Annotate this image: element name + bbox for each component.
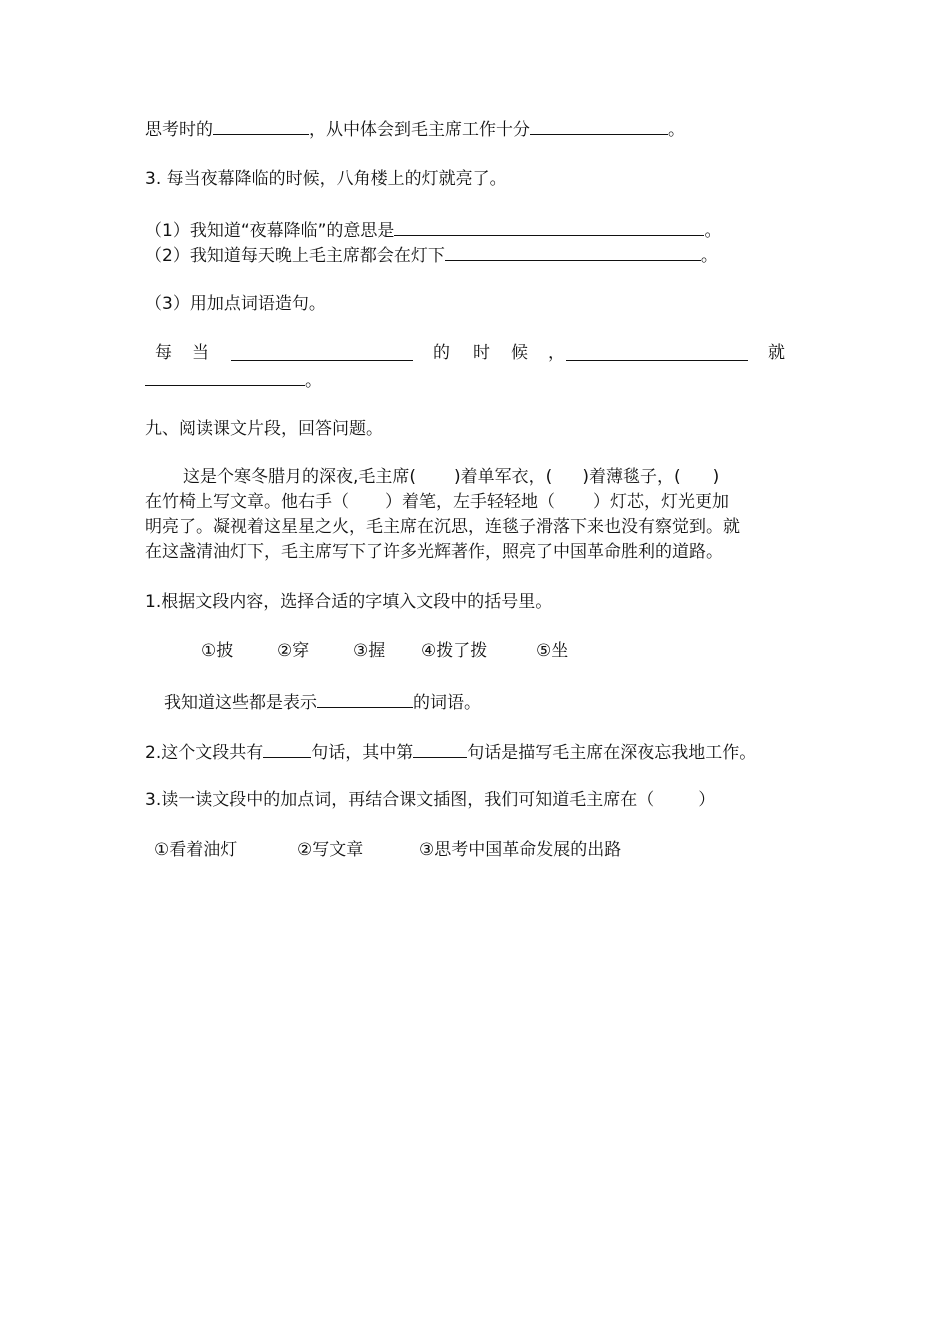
answer-blank[interactable]	[445, 243, 701, 261]
option-item: ③思考中国革命发展的出路	[419, 840, 622, 860]
passage-line-4: 在这盏清油灯下，毛主席写下了许多光辉著作，照亮了中国革命胜利的道路。	[145, 542, 723, 562]
passage-text: ）着笔，左手轻轻地（	[385, 492, 555, 512]
q3-sub1-end: 。	[704, 221, 722, 241]
q2-tail-text-a: 思考时的	[145, 120, 213, 140]
word-de: 的	[433, 343, 450, 363]
answer-blank[interactable]	[413, 740, 467, 758]
section9-title: 九、阅读课文片段，回答问题。	[145, 419, 383, 439]
s9-q2	[145, 740, 756, 764]
q2-tail-line	[145, 117, 685, 141]
option-item: ②穿	[277, 641, 310, 661]
word-dang: 当	[192, 343, 209, 363]
q2-tail-text-c: 。	[668, 120, 685, 140]
answer-blank[interactable]	[213, 117, 309, 135]
passage-text: 这是个寒冬腊月的深夜,毛主席(	[183, 467, 417, 487]
passage-line-3: 明亮了。凝视着这星星之火，毛主席在沉思，连毯子滑落下来也没有察觉到。就	[145, 517, 740, 537]
answer-blank[interactable]	[231, 343, 413, 361]
passage-text: 在竹椅上写文章。他右手（	[145, 492, 349, 512]
answer-blank[interactable]	[566, 343, 748, 361]
answer-blank[interactable]	[317, 690, 413, 708]
passage-text: )	[712, 467, 720, 487]
option-item: ②写文章	[297, 840, 364, 860]
word-hou: 候	[511, 343, 528, 363]
answer-blank[interactable]	[394, 218, 704, 236]
answer-blank[interactable]	[145, 368, 305, 386]
word-comma: ，	[548, 343, 565, 363]
option-item: ⑤坐	[536, 641, 569, 661]
option-item: ④拨了拨	[421, 641, 488, 661]
s9-q3-title	[145, 789, 715, 811]
q3-title-text: 3.读一读文段中的加点词，再结合课文插图，我们可知道毛主席在（	[145, 790, 655, 810]
s9-q1-know	[164, 690, 481, 714]
q3-sub3: （3）用加点词语造句。	[145, 294, 326, 314]
sentence-making-line-2	[145, 368, 322, 392]
option-item: ①看着油灯	[154, 840, 238, 860]
passage-line-1	[183, 466, 719, 488]
q3-title-close: ）	[698, 790, 716, 810]
q3-sub2	[145, 243, 718, 267]
q2-tail-text-b: ，从中体会到毛主席工作十分	[309, 120, 530, 140]
q3-sub2-text: （2）我知道每天晚上毛主席都会在灯下	[145, 246, 445, 266]
sentence-end: 。	[305, 371, 322, 391]
passage-line-2	[145, 491, 729, 513]
option-item: ③握	[353, 641, 386, 661]
q3-sub2-end: 。	[700, 246, 718, 266]
answer-blank[interactable]	[263, 740, 311, 758]
answer-blank[interactable]	[530, 117, 668, 135]
passage-text: )着薄毯子，(	[582, 467, 681, 487]
know-text-b: 的词语。	[413, 693, 481, 713]
q2-text-b: 句话，其中第	[311, 743, 414, 763]
passage-text: )着单军衣，(	[454, 467, 553, 487]
q3-sub1-text: （1）我知道“夜幕降临”的意思是	[145, 221, 395, 241]
option-item: ①披	[201, 641, 234, 661]
word-shi: 时	[473, 343, 490, 363]
word-mei: 每	[155, 343, 172, 363]
s9-q1-title: 1.根据文段内容，选择合适的字填入文段中的括号里。	[145, 592, 553, 612]
word-jiu: 就	[768, 343, 785, 363]
passage-text: ）灯芯，灯光更加	[593, 492, 729, 512]
q3-title: 3. 每当夜幕降临的时候，八角楼上的灯就亮了。	[145, 169, 507, 189]
q3-sub1	[145, 218, 721, 242]
q2-text-c: 句话是描写毛主席在深夜忘我地工作。	[467, 743, 757, 763]
know-text-a: 我知道这些都是表示	[164, 693, 317, 713]
q2-text-a: 2.这个文段共有	[145, 743, 264, 763]
